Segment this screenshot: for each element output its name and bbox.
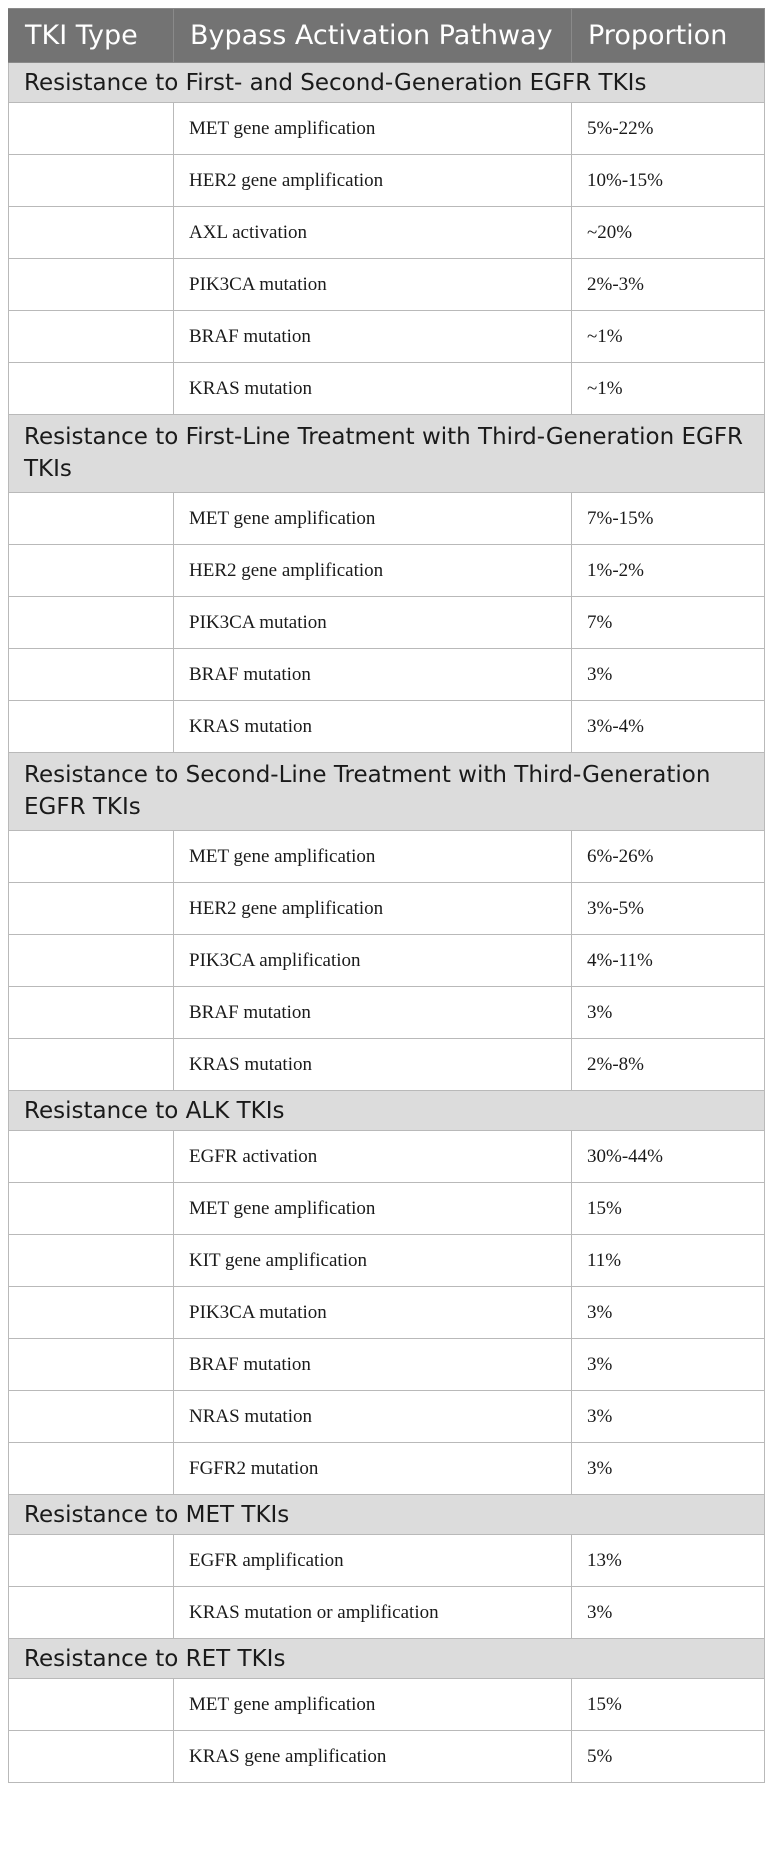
resistance-pathways-table: [8, 8, 765, 1783]
section-title: Resistance to MET TKIs: [9, 1495, 765, 1535]
proportion-cell: 7%-15%: [572, 493, 765, 545]
pathway-cell: HER2 gene amplification: [174, 155, 572, 207]
tki-type-cell: [9, 597, 174, 649]
tki-type-cell: [9, 1131, 174, 1183]
tki-type-cell: [9, 103, 174, 155]
tki-type-cell: [9, 649, 174, 701]
tki-type-cell: [9, 259, 174, 311]
table-row: [9, 1391, 765, 1443]
proportion-cell: 11%: [572, 1235, 765, 1287]
pathway-cell: MET gene amplification: [174, 493, 572, 545]
table-row: [9, 1183, 765, 1235]
table-row: [9, 311, 765, 363]
pathway-cell: EGFR amplification: [174, 1535, 572, 1587]
proportion-cell: 3%: [572, 1339, 765, 1391]
pathway-cell: HER2 gene amplification: [174, 545, 572, 597]
proportion-cell: 3%: [572, 1287, 765, 1339]
pathway-cell: MET gene amplification: [174, 1183, 572, 1235]
pathway-cell: KRAS mutation: [174, 1039, 572, 1091]
table-row: [9, 1131, 765, 1183]
proportion-cell: 13%: [572, 1535, 765, 1587]
proportion-cell: 5%: [572, 1731, 765, 1783]
pathway-cell: MET gene amplification: [174, 831, 572, 883]
header-proportion: Proportion: [572, 9, 765, 63]
table-row: [9, 649, 765, 701]
section-title: Resistance to ALK TKIs: [9, 1091, 765, 1131]
table-row: [9, 103, 765, 155]
pathway-cell: AXL activation: [174, 207, 572, 259]
proportion-cell: 1%-2%: [572, 545, 765, 597]
proportion-cell: 15%: [572, 1679, 765, 1731]
section-title: Resistance to First-Line Treatment with Third-Generation EGFR TKIs: [9, 415, 765, 493]
pathway-cell: EGFR activation: [174, 1131, 572, 1183]
tki-type-cell: [9, 701, 174, 753]
tki-type-cell: [9, 1339, 174, 1391]
section-row: [9, 415, 765, 493]
pathway-cell: KIT gene amplification: [174, 1235, 572, 1287]
table-row: [9, 1731, 765, 1783]
tki-type-cell: [9, 935, 174, 987]
header-tki-type: TKI Type: [9, 9, 174, 63]
proportion-cell: 4%-11%: [572, 935, 765, 987]
table-row: [9, 1679, 765, 1731]
pathway-cell: PIK3CA amplification: [174, 935, 572, 987]
proportion-cell: 3%: [572, 1443, 765, 1495]
tki-type-cell: [9, 1039, 174, 1091]
tki-type-cell: [9, 987, 174, 1039]
section-row: [9, 1495, 765, 1535]
table-header: [9, 9, 765, 63]
pathway-cell: KRAS mutation or amplification: [174, 1587, 572, 1639]
pathway-cell: KRAS mutation: [174, 363, 572, 415]
proportion-cell: 3%-4%: [572, 701, 765, 753]
table-body: [9, 63, 765, 1783]
tki-type-cell: [9, 545, 174, 597]
proportion-cell: 2%-3%: [572, 259, 765, 311]
tki-type-cell: [9, 363, 174, 415]
proportion-cell: 3%: [572, 1391, 765, 1443]
tki-type-cell: [9, 1587, 174, 1639]
table-row: [9, 1535, 765, 1587]
pathway-cell: NRAS mutation: [174, 1391, 572, 1443]
proportion-cell: ~1%: [572, 311, 765, 363]
table-row: [9, 597, 765, 649]
pathway-cell: PIK3CA mutation: [174, 259, 572, 311]
tki-type-cell: [9, 1535, 174, 1587]
pathway-cell: BRAF mutation: [174, 1339, 572, 1391]
section-row: [9, 63, 765, 103]
table-row: [9, 207, 765, 259]
pathway-cell: FGFR2 mutation: [174, 1443, 572, 1495]
tki-type-cell: [9, 1391, 174, 1443]
tki-type-cell: [9, 1183, 174, 1235]
tki-type-cell: [9, 1235, 174, 1287]
proportion-cell: 3%: [572, 1587, 765, 1639]
proportion-cell: 6%-26%: [572, 831, 765, 883]
table-row: [9, 363, 765, 415]
proportion-cell: 3%: [572, 649, 765, 701]
table-row: [9, 155, 765, 207]
pathway-cell: PIK3CA mutation: [174, 1287, 572, 1339]
table-row: [9, 1287, 765, 1339]
tki-type-cell: [9, 1287, 174, 1339]
table-row: [9, 1587, 765, 1639]
proportion-cell: 2%-8%: [572, 1039, 765, 1091]
table-row: [9, 987, 765, 1039]
section-title: Resistance to First- and Second-Generation EGFR TKIs: [9, 63, 765, 103]
table-row: [9, 1443, 765, 1495]
pathway-cell: BRAF mutation: [174, 311, 572, 363]
table-row: [9, 493, 765, 545]
header-bypass-pathway: Bypass Activation Pathway: [174, 9, 572, 63]
proportion-cell: 5%-22%: [572, 103, 765, 155]
pathway-cell: HER2 gene amplification: [174, 883, 572, 935]
table-row: [9, 831, 765, 883]
pathway-cell: KRAS gene amplification: [174, 1731, 572, 1783]
header-row: [9, 9, 765, 63]
tki-type-cell: [9, 493, 174, 545]
proportion-cell: 30%-44%: [572, 1131, 765, 1183]
pathway-cell: BRAF mutation: [174, 987, 572, 1039]
section-row: [9, 753, 765, 831]
section-row: [9, 1091, 765, 1131]
tki-type-cell: [9, 1443, 174, 1495]
pathway-cell: BRAF mutation: [174, 649, 572, 701]
section-title: Resistance to RET TKIs: [9, 1639, 765, 1679]
section-row: [9, 1639, 765, 1679]
table-row: [9, 259, 765, 311]
tki-type-cell: [9, 311, 174, 363]
table-row: [9, 883, 765, 935]
section-title: Resistance to Second-Line Treatment with Third-Generation EGFR TKIs: [9, 753, 765, 831]
table-row: [9, 701, 765, 753]
proportion-cell: ~20%: [572, 207, 765, 259]
tki-type-cell: [9, 1679, 174, 1731]
tki-type-cell: [9, 831, 174, 883]
table-row: [9, 1039, 765, 1091]
pathway-cell: MET gene amplification: [174, 103, 572, 155]
tki-type-cell: [9, 207, 174, 259]
proportion-cell: 10%-15%: [572, 155, 765, 207]
pathway-cell: PIK3CA mutation: [174, 597, 572, 649]
tki-type-cell: [9, 155, 174, 207]
table-row: [9, 545, 765, 597]
pathway-cell: KRAS mutation: [174, 701, 572, 753]
tki-type-cell: [9, 1731, 174, 1783]
proportion-cell: 3%: [572, 987, 765, 1039]
pathway-cell: MET gene amplification: [174, 1679, 572, 1731]
proportion-cell: ~1%: [572, 363, 765, 415]
tki-type-cell: [9, 883, 174, 935]
table-row: [9, 1339, 765, 1391]
proportion-cell: 7%: [572, 597, 765, 649]
proportion-cell: 15%: [572, 1183, 765, 1235]
proportion-cell: 3%-5%: [572, 883, 765, 935]
table-row: [9, 935, 765, 987]
table-row: [9, 1235, 765, 1287]
